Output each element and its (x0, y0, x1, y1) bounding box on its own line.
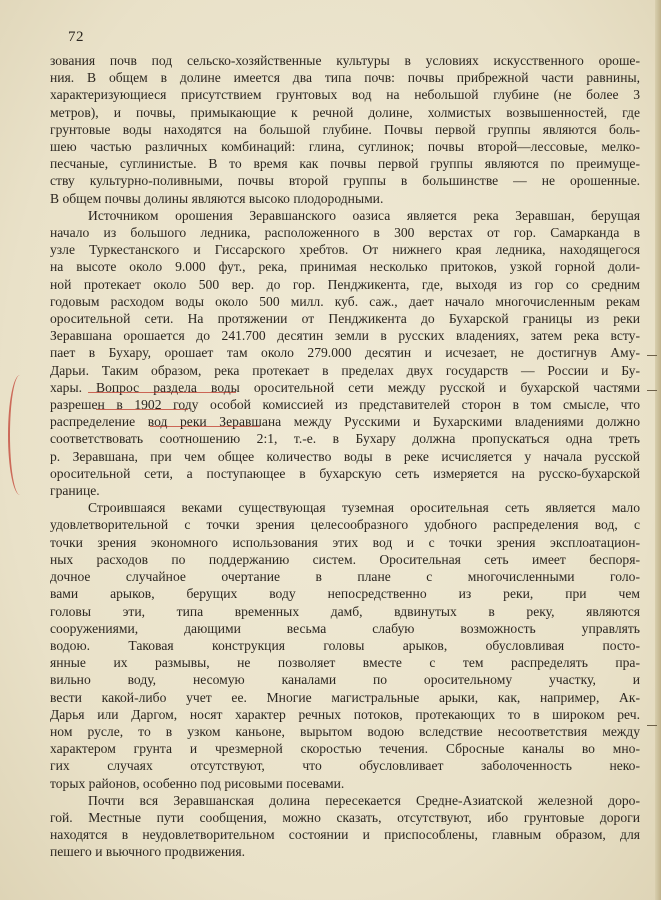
text-line: пешего и вьючного продвижения. (50, 844, 246, 860)
text-line: границе. (50, 483, 100, 499)
text-line: Зеравшана орошается до 241.700 десятин земли в русских владениях, затем река всту- (50, 328, 640, 344)
text-line: шею частью различных комбинаций: глина, суглинок; почвы второй—лессовые, мелко- (50, 139, 640, 155)
text-line: характеризующиеся присутствием грунтовых вод на небольшой глубине (не более 3 (50, 87, 640, 103)
text-line: головы эти, типа временных дамб, вдвинутых в реку, являются (50, 603, 640, 619)
paragraph-irrigation-source (50, 207, 640, 499)
text-line: соответствовать соотношению 2:1, т.-е. в Бухару должна пропускаться одна треть (50, 431, 640, 447)
text-line: удовлетворительной с точки зрения целесообразного удобного распределения вод, с (50, 517, 640, 533)
text-line: В общем почвы долины являются высоко плодородными. (50, 190, 384, 206)
pencil-underline (150, 426, 260, 427)
text-line: узле Туркестанского и Гиссарского хребтов. От нижнего края ледника, находящегося (50, 242, 640, 258)
text-line: ству культурно-поливными, почвы второй группы в большинстве — не орошенные. (50, 173, 640, 189)
text-line: пает в Бухару, орошает там около 279.000 десятин и исчезает, не достигнув Аму- (50, 345, 640, 361)
page-edge (655, 0, 661, 900)
text-line: Почти вся Зеравшанская долина пересекается Средне-Азиатской железной доро- (88, 792, 640, 808)
text-line: дочное случайное очертание в плане с многочисленными голо- (50, 569, 640, 585)
text-line: разрешен в 1902 году особой комиссией из представителей сторон в том смысле, что (50, 397, 640, 413)
text-line: Дарьи. Таким образом, река протекает в пределах двух государств — России и Бу- (50, 362, 640, 378)
pencil-underline (96, 409, 188, 410)
text-line: гих случаях отсутствуют, что обусловливает заболоченность неко- (50, 758, 640, 774)
text-line: вести какой-либо учет ее. Многие магистральные арыки, как, например, Ак- (50, 689, 640, 705)
text-line: начало из большого ледника, расположенного в 300 верстах от гор. Самарканда в (50, 225, 640, 241)
pencil-margin-bracket (8, 375, 32, 495)
paragraph-irrigation-network (50, 499, 640, 791)
text-line: янные их размывы, не позволяет вместе с тем распределять пра- (50, 655, 640, 671)
text-line: ния. В общем в долине имеется два типа почв: почвы прибрежной части равнины, (50, 70, 640, 86)
paragraph-soils (50, 52, 640, 207)
text-line: вами арыков, берущих воду непосредственно из реки, при чем (50, 586, 640, 602)
text-line: сооружениями, дающими весьма слабую возможность управлять (50, 620, 640, 636)
text-line: р. Зеравшана, при чем общее количество воды в реке исчисляется у начала русской (50, 448, 640, 464)
text-line: находятся в неудовлетворительном состоянии и приспособлены, главным образом, для (50, 827, 640, 843)
text-line: метров), и почвы, примыкающие к речной долине, холмистых возвышенностей, где (50, 104, 640, 120)
edge-mark (647, 725, 657, 726)
text-line: Источником орошения Зеравшанского оазиса является река Зеравшан, берущая (88, 207, 640, 223)
text-line: зования почв под сельско-хозяйственные культуры в условиях искусственного ороше- (50, 53, 640, 68)
paragraph-transport (50, 792, 640, 861)
text-line: Строившаяся веками существующая туземная оросительная сеть является мало (88, 500, 640, 516)
text-line: грунтовые воды находятся на большой глубине. Почвы первой группы являются боль- (50, 121, 640, 137)
text-line: ных расходов по поддержанию систем. Оросительная сеть имеет беспоря- (50, 551, 640, 567)
text-line: гой. Местные пути сообщения, можно сказать, отсутствуют, ибо грунтовые дороги (50, 809, 640, 825)
pencil-underline (88, 392, 236, 393)
text-line: оросительной сети, а поступающее в бухарскую сеть измеряется на русско-бухарской (50, 465, 640, 481)
body-text (50, 52, 640, 861)
text-line: торых районов, особенно под рисовыми посевами. (50, 775, 345, 791)
text-line: на высоте около 9.000 фут., река, принимая несколько притоков, узкой горной доли- (50, 259, 640, 275)
text-line: характером грунта и чрезмерной скоростью течения. Сбросные каналы во мно- (50, 741, 640, 757)
text-line: точки зрения экономного использования этих вод и с точки зрения эксплоатацион- (50, 534, 640, 550)
edge-mark (647, 355, 657, 356)
text-line: Дарья или Даргом, носят характер речных потоков, протекающих то в широком реч. (50, 706, 640, 722)
text-line: годовым расходом воды около 500 милл. куб. саж., дает начало многочисленным рекам (50, 293, 640, 309)
text-line: песчаные, суглинистые. В то время как почвы первой группы являются по преимуще- (50, 156, 640, 172)
text-line: распределение вод реки Зеравшана между Русскими и Бухарскими владениями должно (50, 414, 640, 430)
text-line: ном русле, то в узком каньоне, вырытом водою вследствие несоответствия между (50, 723, 640, 739)
text-line: водою. Таковая конструкция головы арыков, обусловливая посто- (50, 637, 640, 653)
text-line: оросительной сети. На протяжении от Пенджикента до Бухарской границы из реки (50, 311, 640, 327)
edge-mark (647, 390, 657, 391)
text-line: вильно воду, несомую каналами по оросительному участку, и (50, 672, 640, 688)
text-line: ной протекает около 500 вер. до гор. Пенджикента, где, выходя из гор со средним (50, 276, 640, 292)
page-number: 72 (68, 29, 84, 45)
text-line: хары. Вопрос раздела воды оросительной сети между русской и бухарской частями (50, 379, 640, 395)
